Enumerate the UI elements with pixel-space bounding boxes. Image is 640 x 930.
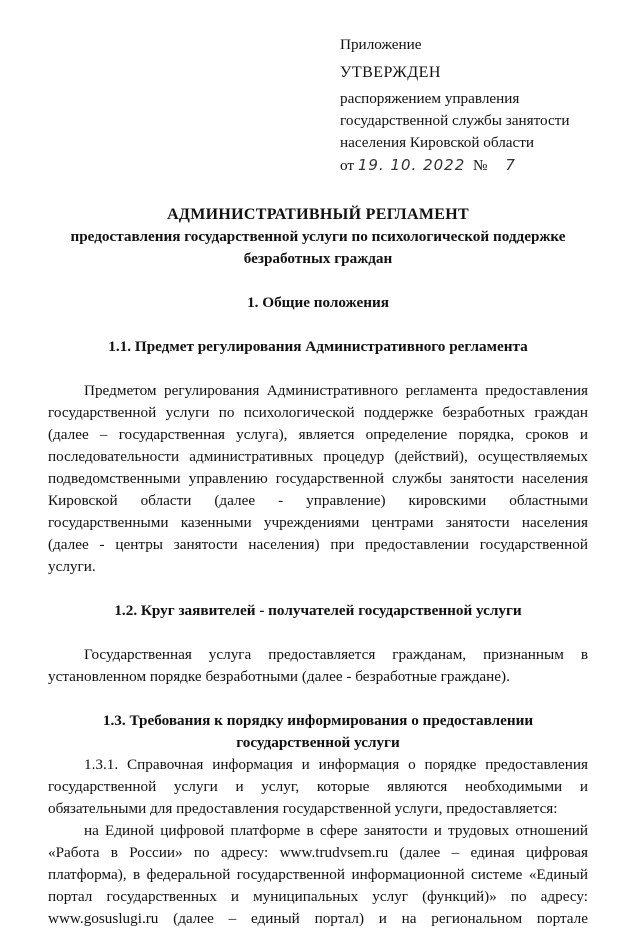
appendix-label: Приложение bbox=[340, 36, 422, 53]
approved-label: УТВЕРЖДЕН bbox=[340, 64, 441, 81]
section-1-3-1-paragraph-2: на Единой цифровой платформе в сфере занятости и трудовых отношений «Работа в России» по адресу: www.trudvsem.ru (далее – единая цифровая платформа), в федеральной государственной информационной системе «Единый портал государственных и муниципальных услуг (функций)» по адресу: www.gosuslugi.ru (далее – единый портал) и на региональном портале bbox=[48, 822, 588, 927]
handwritten-number: 7 bbox=[505, 156, 516, 174]
approval-stamp bbox=[340, 34, 610, 178]
section-1-2-paragraph: Государственная услуга предоставляется гражданам, признанным в установленном порядке безработными (далее - безработные граждане). bbox=[48, 646, 588, 685]
date-prefix: от bbox=[340, 157, 355, 174]
document-body bbox=[48, 204, 588, 930]
date-number-line bbox=[340, 154, 610, 178]
document-title: АДМИНИСТРАТИВНЫЙ РЕГЛАМЕНТ bbox=[167, 206, 469, 223]
document-subtitle-line-2: безработных граждан bbox=[243, 250, 393, 267]
document-subtitle-line-1: предоставления государственной услуги по психологической поддержке bbox=[70, 228, 566, 245]
section-1-1-heading: 1.1. Предмет регулирования Административного регламента bbox=[108, 338, 528, 355]
approved-by-line-3: населения Кировской области bbox=[340, 134, 535, 151]
approved-by-line-1: распоряжением управления bbox=[340, 90, 520, 107]
number-prefix: № bbox=[473, 157, 488, 174]
section-1-3-1-paragraph: 1.3.1. Справочная информация и информация о порядке предоставления государственной услуги и услуг, которые являются необходимыми и обязательными для предоставления государственной услуги, предоставляется: bbox=[48, 756, 588, 817]
section-1-2-heading: 1.2. Круг заявителей - получателей государственной услуги bbox=[114, 602, 522, 619]
section-1-heading: 1. Общие положения bbox=[247, 294, 389, 311]
section-1-3-heading-line-2: государственной услуги bbox=[236, 734, 400, 751]
section-1-3-heading-line-1: 1.3. Требования к порядку информирования о предоставлении bbox=[102, 712, 534, 729]
handwritten-date: 19. 10. 2022 bbox=[357, 156, 466, 174]
approved-by-line-2: государственной службы занятости bbox=[340, 112, 570, 129]
section-1-1-paragraph: Предметом регулирования Административного регламента предоставления государственной услуги по психологической поддержке безработных граждан (далее – государственная услуга), является определение порядка, сроков и последовательности административных процедур (действий), осуществляемых подведомственными управлению государственной службы занятости населения Кировской области (далее - управление) кировскими областными государственными казенными учреждениями центрами занятости населения (далее - центры занятости населения) при предоставлении государственной услуги. bbox=[48, 382, 588, 575]
